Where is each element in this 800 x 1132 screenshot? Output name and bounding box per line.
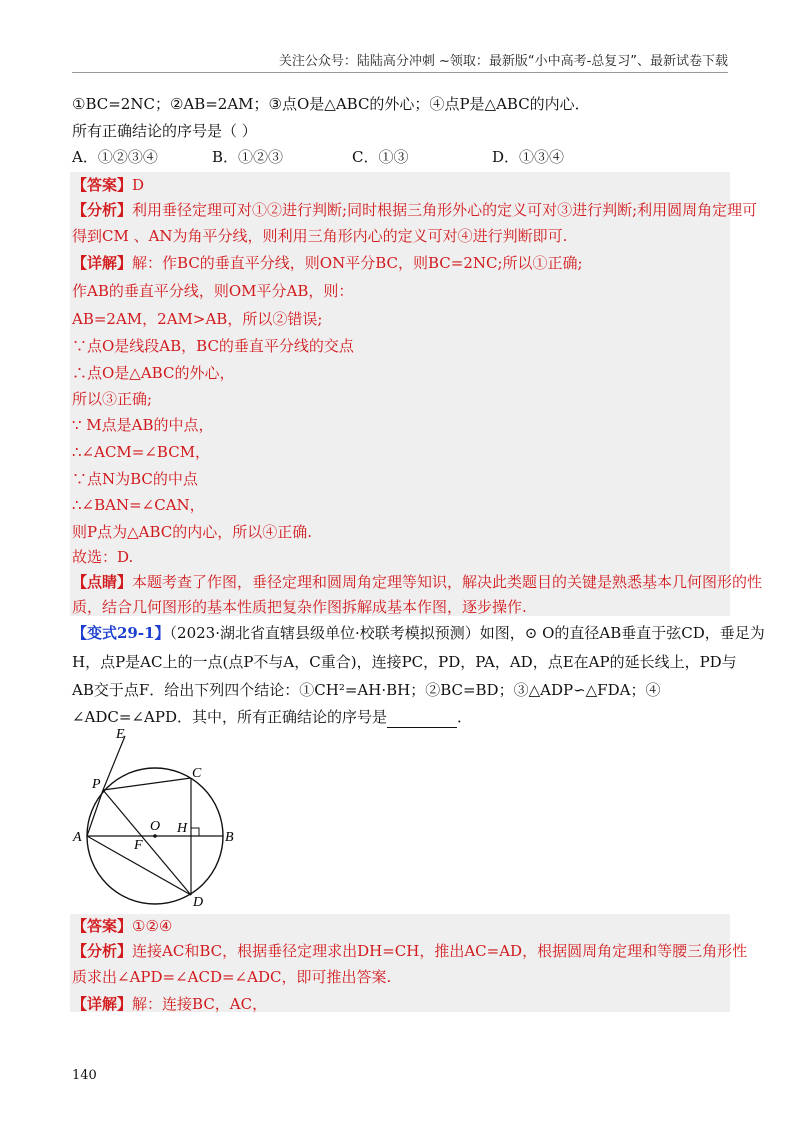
question-line: 所有正确结论的序号是（ ） xyxy=(72,122,257,140)
segment-pd xyxy=(103,790,191,895)
option-d: D．①③④ xyxy=(492,148,565,166)
label-p: P xyxy=(92,777,101,792)
analysis-text: 连接AC和BC，根据垂径定理求出DH=CH，推出AC=AD，根据圆周角定理和等腰三角形性 xyxy=(132,942,748,960)
comment-line-1 xyxy=(72,571,763,593)
detail-line: ∵ M点是AB的中点， xyxy=(72,416,214,434)
segment-pa xyxy=(87,790,103,836)
stem-end: ． xyxy=(457,708,473,726)
right-angle-mark xyxy=(191,828,199,836)
comment-tag: 【点睛】 xyxy=(72,573,133,591)
detail-line: ∵点O是线段AB，BC的垂直平分线的交点 xyxy=(72,337,354,355)
detail-line: 故选：D. xyxy=(72,548,134,566)
stem-text: ∠ADC=∠APD．其中，所有正确结论的序号是 xyxy=(72,708,387,726)
analysis-tag: 【分析】 xyxy=(72,942,133,960)
detail-line: 所以③正确; xyxy=(72,390,153,408)
analysis-line-1 xyxy=(72,199,758,221)
answer-tag: 【答案】 xyxy=(72,917,133,935)
label-d: D xyxy=(193,895,204,908)
detail-line: AB=2AM，2AM>AB，所以②错误; xyxy=(72,310,323,328)
question-stem-line-1 xyxy=(72,622,765,644)
label-h: H xyxy=(177,821,188,836)
label-c: C xyxy=(192,766,202,781)
label-o: O xyxy=(150,819,161,834)
detail-text: 解：连接BC，AC， xyxy=(132,995,268,1013)
variant-label: 【变式29-1】 xyxy=(72,624,170,642)
detail-line: ∴∠ACM=∠BCM， xyxy=(72,443,211,461)
detail-line-1 xyxy=(72,993,740,1015)
page-header: 关注公众号：陆陆高分冲刺 ~领取：最新版“小中高考-总复习”、最新试卷下载 xyxy=(278,54,728,69)
detail-tag: 【详解】 xyxy=(72,995,133,1013)
options-line xyxy=(72,146,740,168)
option-a: A．①②③④ xyxy=(72,148,158,166)
analysis-line-1 xyxy=(72,940,748,962)
detail-text: 解：作BC的垂直平分线，则ON平分BC，则BC=2NC;所以①正确; xyxy=(132,254,583,272)
page-number: 140 xyxy=(72,1068,97,1083)
detail-line: 作AB的垂直平分线，则OM平分AB，则： xyxy=(72,282,354,300)
statements-line: ①BC=2NC；②AB=2AM；③点O是△ABC的外心；④点P是△ABC的内心． xyxy=(72,95,590,113)
detail-line: ∴点O是△ABC的外心， xyxy=(72,364,235,382)
answer-value: ①②④ xyxy=(132,917,173,935)
question-stem-line-3: AB交于点F．给出下列四个结论：①CH²=AH·BH；②BC=BD；③△ADP∽△FDA；④ xyxy=(72,681,661,699)
answer-line-1 xyxy=(72,174,740,196)
label-e: E xyxy=(116,728,125,742)
answer-value: D xyxy=(132,176,145,194)
analysis-line-2: 得到CM 、AN为角平分线，则利用三角形内心的定义可对④进行判断即可. xyxy=(72,227,568,245)
detail-line: ∵点N为BC的中点 xyxy=(72,470,198,488)
question-stem-line-2: H，点P是AC上的一点(点P不与A，C重合)，连接PC，PD，PA，AD，点E在AP的延长线上，PD与 xyxy=(72,653,737,671)
center-point xyxy=(153,834,157,838)
label-b: B xyxy=(225,830,234,845)
detail-line: 则P点为△ABC的内心，所以④正确. xyxy=(72,523,313,541)
analysis-text: 利用垂径定理可对①②进行判断;同时根据三角形外心的定义可对③进行判断;利用圆周角定理可 xyxy=(132,201,758,219)
detail-line-1 xyxy=(72,252,740,274)
analysis-tag: 【分析】 xyxy=(72,201,133,219)
stem-text: （2023·湖北省直辖县级单位·校联考模拟预测）如图，⊙ O的直径AB垂直于弦CD，垂足为 xyxy=(169,624,765,642)
question-stem-line-4 xyxy=(72,706,740,728)
option-c: C．①③ xyxy=(352,148,409,166)
comment-text: 本题考查了作图，垂径定理和圆周角定理等知识，解决此类题目的关键是熟悉基本几何图形的性 xyxy=(132,573,763,591)
detail-line: ∴∠BAN=∠CAN， xyxy=(72,496,205,514)
geometry-figure xyxy=(70,728,240,908)
comment-line-2: 质，结合几何图形的基本性质把复杂作图拆解成基本作图，逐步操作. xyxy=(72,598,527,616)
label-f: F xyxy=(134,838,143,853)
option-b: B．①②③ xyxy=(212,148,284,166)
answer-line-2 xyxy=(72,915,740,937)
analysis-line-2: 质求出∠APD=∠ACD=∠ADC，即可推出答案. xyxy=(72,968,392,986)
answer-blank xyxy=(387,713,457,728)
label-a: A xyxy=(73,830,82,845)
header-divider xyxy=(72,72,728,73)
answer-tag: 【答案】 xyxy=(72,176,133,194)
detail-tag: 【详解】 xyxy=(72,254,133,272)
